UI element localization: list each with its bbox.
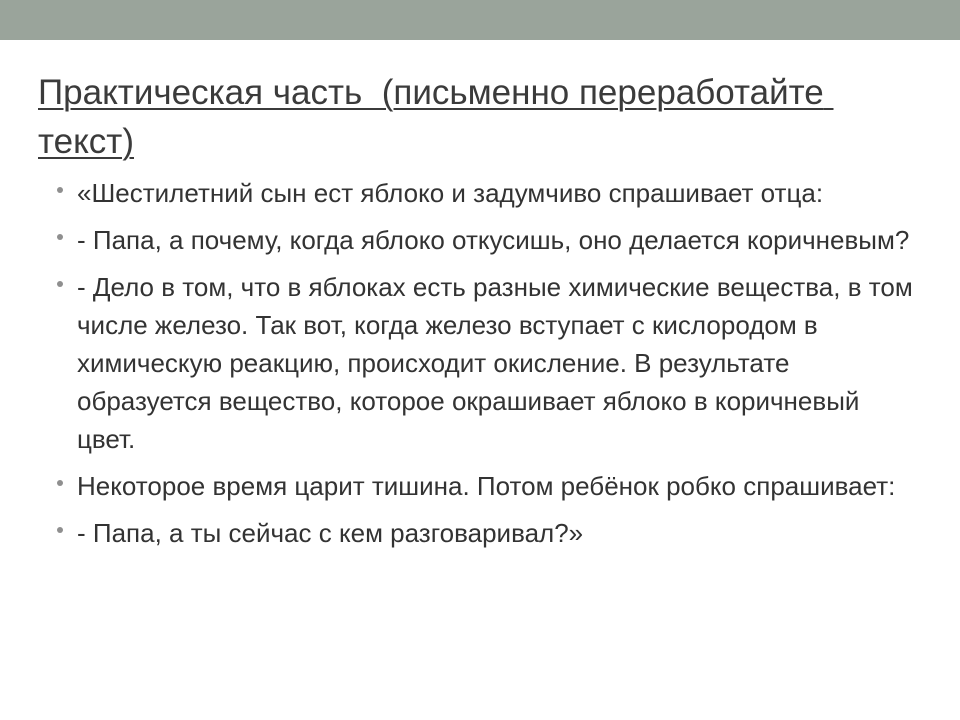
top-band xyxy=(0,0,960,40)
bullet-item xyxy=(56,174,916,212)
bullet-dot-icon xyxy=(57,234,63,240)
bullet-text: «Шестилетний сын ест яблоко и задумчиво спрашивает отца: xyxy=(77,178,824,208)
bullet-item xyxy=(56,268,916,458)
bullet-text: - Папа, а почему, когда яблоко откусишь, оно делается коричневым? xyxy=(77,225,910,255)
bullet-item xyxy=(56,467,916,505)
bullet-item xyxy=(56,514,916,552)
bullet-dot-icon xyxy=(57,187,63,193)
bullet-item xyxy=(56,221,916,259)
bullet-dot-icon xyxy=(57,527,63,533)
bullet-dot-icon xyxy=(57,480,63,486)
bullet-text: Некоторое время царит тишина. Потом ребёнок робко спрашивает: xyxy=(77,471,896,501)
bullet-dot-icon xyxy=(57,281,63,287)
slide-title: Практическая часть (письменно переработайте текст) xyxy=(38,73,834,161)
bullet-text: - Папа, а ты сейчас с кем разговаривал?» xyxy=(77,518,584,548)
bullet-list xyxy=(56,174,916,561)
bullet-text: - Дело в том, что в яблоках есть разные химические вещества, в том числе железо. Так вот, когда железо вступает с кислородом в химическую реакцию, происходит окисление. В результате образуется вещество, которое окрашивает яблоко в коричневый цвет. xyxy=(77,272,913,454)
